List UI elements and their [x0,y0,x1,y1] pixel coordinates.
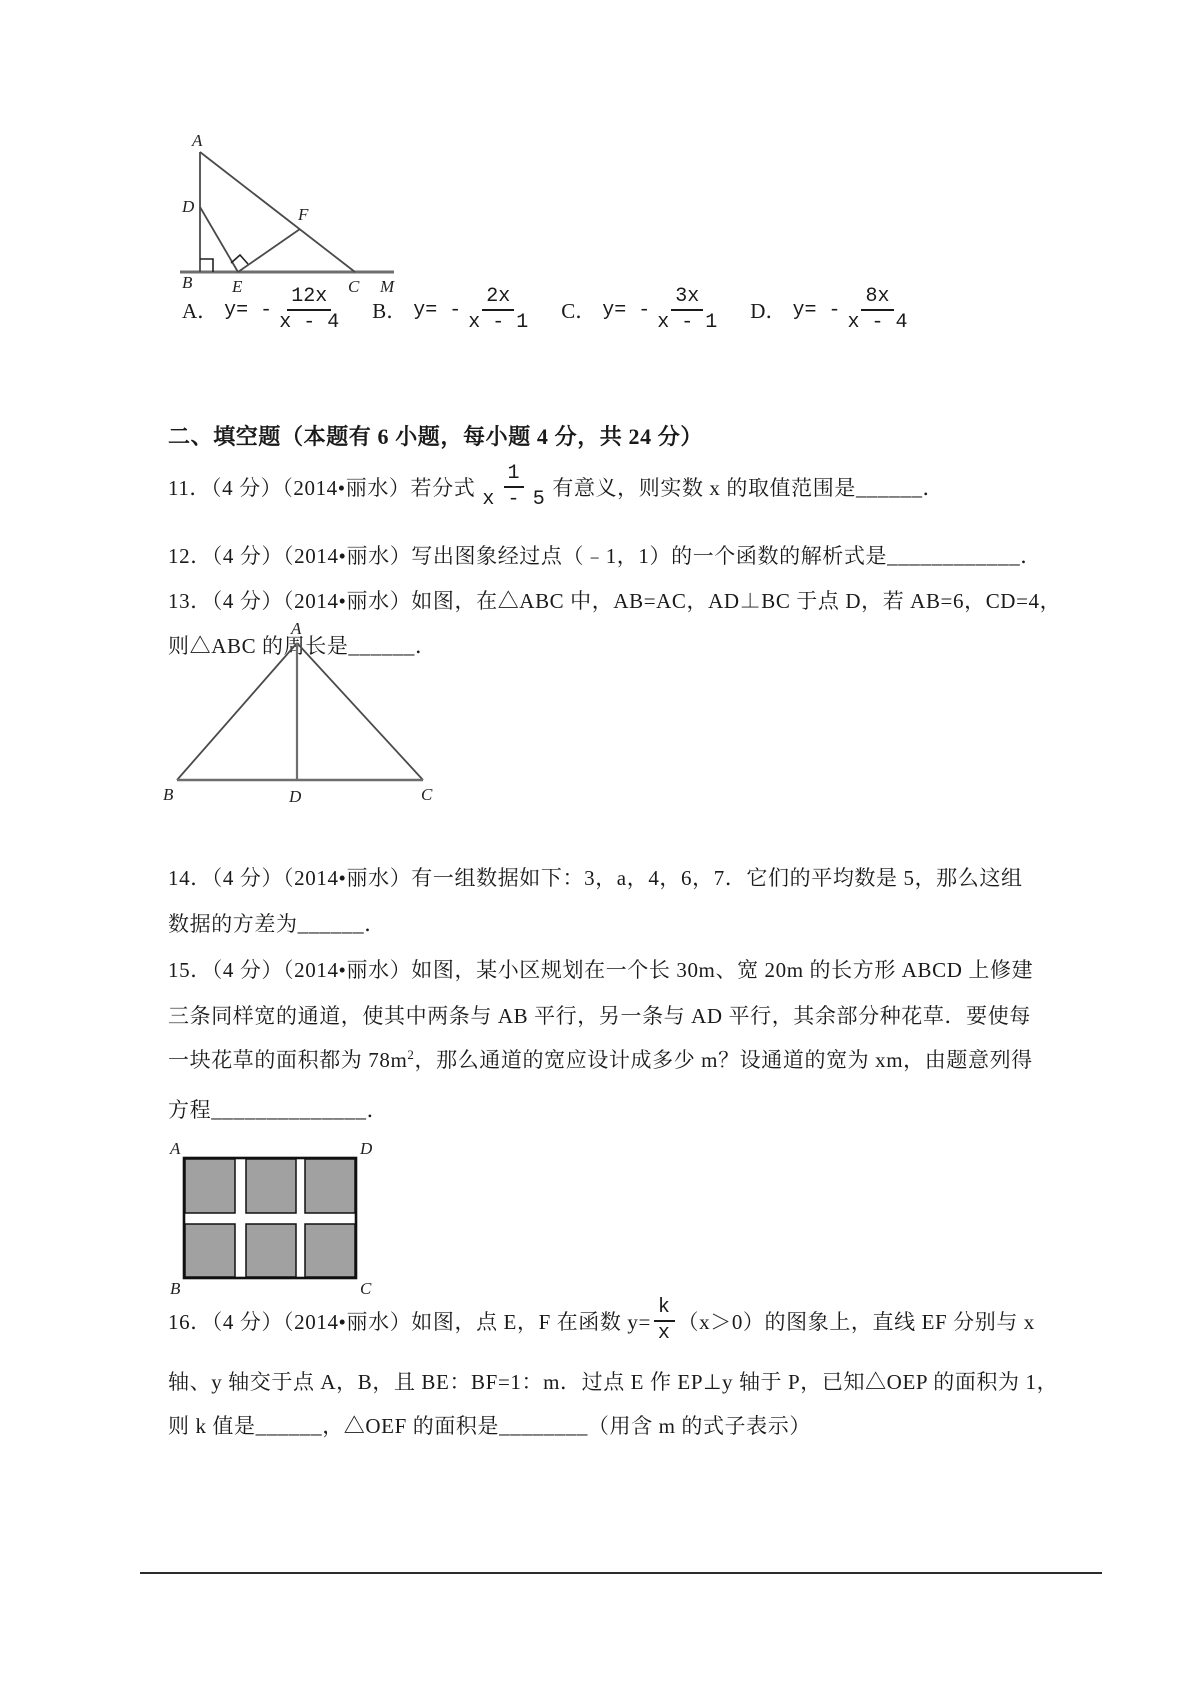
option-a-fraction [275,286,343,334]
question-15-line1: 15．（4 分）（2014•丽水）如图，某小区规划在一个长 30m、宽 20m 的长方形 ABCD 上修建 [168,958,1034,982]
fig1-label-e: E [232,277,243,296]
option-c [561,286,724,334]
option-a-denominator: x - 4 [279,311,340,334]
question10-figure [150,122,410,300]
question-11-denominator: x - 5 [482,488,546,511]
option-c-denominator: x - 1 [657,311,718,334]
option-a-lead: y= - [224,298,273,322]
question15-figure [158,1132,393,1304]
segment-ac [200,152,355,272]
question-11 [168,458,944,516]
fig3-label-a: A [170,1139,181,1158]
option-d [750,286,914,334]
question-15-line2: 三条同样宽的通道，使其中两条与 AB 平行，另一条与 AD 平行，其余部分种花草．要使每 [168,1004,1031,1028]
question-11-numerator: 1 [504,463,525,488]
fig2-label-a: A [291,619,302,638]
question-16-numerator: k [654,1297,675,1322]
question-11-text-before: 11．（4 分）（2014•丽水）若分式 [168,476,476,500]
question-14-line1: 14．（4 分）（2014•丽水）有一组数据如下：3，a，4，6，7．它们的平均数是 5，那么这组 [168,866,1023,890]
option-b-fraction [464,286,532,334]
segment-ab [177,643,297,780]
fig1-label-m: M [380,277,395,296]
fig2-label-c: C [421,785,433,804]
option-d-lead: y= - [792,298,841,322]
option-c-label: C． [561,299,597,323]
right-angle-mark-b [200,259,213,272]
fig3-label-b: B [170,1279,181,1298]
question-13-line1: 13．（4 分）（2014•丽水）如图，在△ABC 中，AB=AC，AD⊥BC 于点 D，若 AB=6，CD=4， [168,589,1062,613]
answer-options-row [182,286,915,334]
question-11-text-after: 有意义，则实数 x 的取值范围是______． [552,476,945,500]
question-16-fraction [654,1297,675,1345]
option-d-denominator: x - 4 [847,311,908,334]
option-a-numerator: 12x [287,286,331,311]
fig1-label-c: C [348,277,360,296]
question-15-line4: 方程______________． [168,1098,389,1122]
question-16-text-after: （x＞0）的图象上，直线 EF 分别与 x [677,1310,1035,1334]
question-16-denominator: x [657,1322,671,1345]
question-11-fraction [478,463,549,511]
segment-ef [238,229,300,272]
fig1-label-a: A [192,131,203,150]
question-16-line1 [168,1293,1035,1349]
option-c-numerator: 3x [671,286,703,311]
option-b-lead: y= - [413,298,462,322]
option-d-fraction [843,286,911,334]
option-b [372,286,535,334]
fig1-label-d: D [182,197,195,216]
fig3-label-c: C [360,1279,372,1298]
option-c-lead: y= - [602,298,651,322]
fig1-label-b: B [182,273,193,292]
question-15-line3 [168,1044,1033,1074]
section2-header: 二、填空题（本题有 6 小题，每小题 4 分，共 24 分） [168,424,704,449]
question-14-line2: 数据的方差为______． [168,912,386,936]
fig1-label-f: F [298,205,309,224]
option-b-denominator: x - 1 [468,311,529,334]
option-b-numerator: 2x [482,286,514,311]
question-15-superscript: 2 [407,1047,415,1062]
option-c-fraction [653,286,721,334]
fig3-label-d: D [360,1139,373,1158]
option-a [182,286,346,334]
question13-figure [155,618,450,813]
question-12: 12．（4 分）（2014•丽水）写出图象经过点（﹣1，1）的一个函数的解析式是____________． [168,544,1042,568]
option-d-numerator: 8x [861,286,893,311]
question-15-line3-before: 一块花草的面积都为 78m [168,1048,408,1072]
option-d-label: D． [750,299,787,323]
page-divider-line [140,1572,1102,1574]
question-13-line2: 则△ABC 的周长是______． [168,634,437,658]
question-15-line3-after: ，那么通道的宽应设计成多少 m？设通道的宽为 xm，由题意列得 [414,1048,1033,1072]
fig2-label-d: D [289,787,302,806]
question-16-line2: 轴、y 轴交于点 A，B，且 BE：BF=1：m．过点 E 作 EP⊥y 轴于 P，已知△OEP 的面积为 1， [168,1370,1059,1394]
option-b-label: B． [372,299,408,323]
segment-ac [297,643,423,780]
fig2-label-b: B [163,785,174,804]
option-a-label: A． [182,299,219,323]
question-16-line3: 则 k 值是______，△OEF 的面积是________（用含 m 的式子表示） [168,1414,811,1438]
question-16-text-before: 16．（4 分）（2014•丽水）如图，点 E，F 在函数 y= [168,1310,651,1334]
